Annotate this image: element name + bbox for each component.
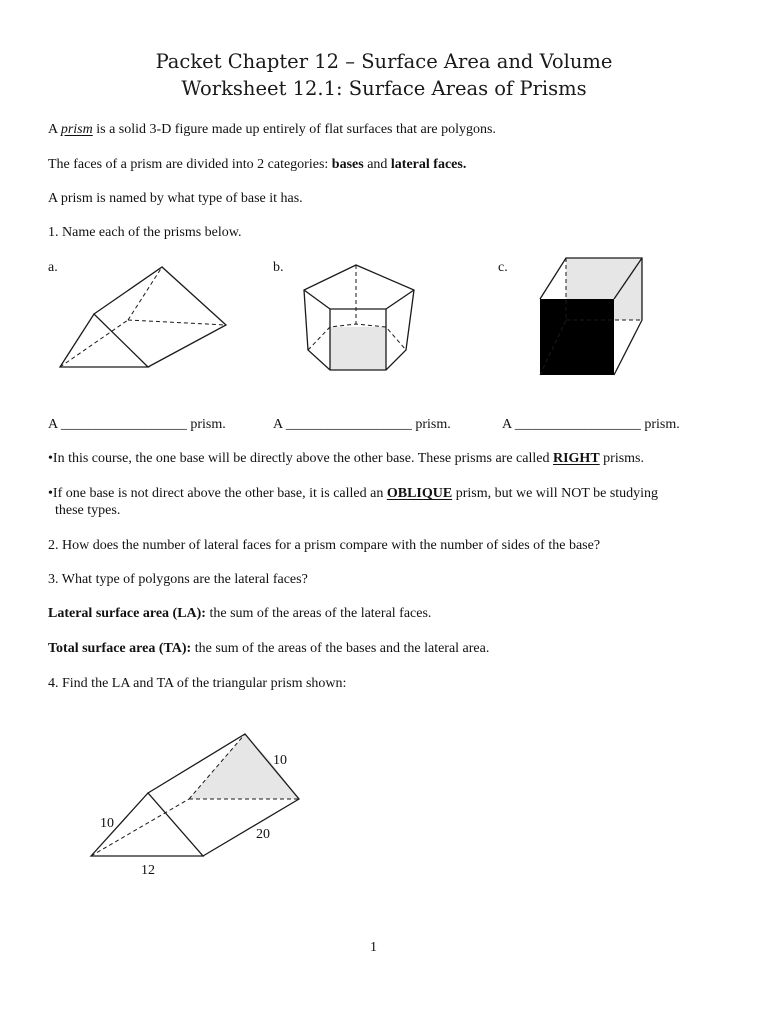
cube-figure-c: [536, 256, 648, 380]
label-b: b.: [273, 260, 284, 275]
label-side-10-top: 10: [273, 753, 287, 768]
page-subtitle: Worksheet 12.1: Surface Areas of Prisms: [181, 77, 587, 100]
triangular-prism-figure-a: [50, 262, 240, 374]
label-base-12: 12: [141, 863, 155, 878]
question-1: 1. Name each of the prisms below.: [48, 225, 242, 240]
bullet-oblique-prisms: •If one base is not direct above the other base, it is called an OBLIQUE prism, but we will NOT be studying: [48, 486, 659, 501]
question-2: 2. How does the number of lateral faces for a prism compare with the number of sides of the base?: [48, 538, 601, 553]
bullet-oblique-continued: these types.: [55, 503, 121, 518]
triangular-prism-figure-4: [85, 726, 315, 886]
page-number: 1: [370, 940, 377, 955]
page-title: Packet Chapter 12 – Surface Area and Volume: [155, 50, 613, 73]
pentagonal-prism-figure-b: [300, 262, 416, 376]
definition-lateral-area: Lateral surface area (LA): the sum of the areas of the lateral faces.: [48, 606, 432, 621]
question-3: 3. What type of polygons are the lateral faces?: [48, 572, 308, 587]
definition-total-area: Total surface area (TA): the sum of the areas of the bases and the lateral area.: [48, 641, 490, 656]
intro-face-categories: The faces of a prism are divided into 2 categories: bases and lateral faces.: [48, 157, 467, 172]
answer-blank-a[interactable]: A __________________ prism.: [48, 417, 226, 432]
question-4: 4. Find the LA and TA of the triangular prism shown:: [48, 676, 347, 691]
intro-naming-rule: A prism is named by what type of base it has.: [48, 191, 303, 206]
bullet-right-prisms: •In this course, the one base will be directly above the other base. These prisms are called RIGHT prisms.: [48, 451, 645, 466]
answer-blank-c[interactable]: A __________________ prism.: [502, 417, 680, 432]
intro-prism-definition: A prism is a solid 3-D figure made up entirely of flat surfaces that are polygons.: [48, 122, 496, 137]
label-side-10-left: 10: [100, 816, 114, 831]
label-c: c.: [498, 260, 508, 275]
label-a: a.: [48, 260, 58, 275]
answer-blank-b[interactable]: A __________________ prism.: [273, 417, 451, 432]
prism-term: prism: [60, 122, 93, 137]
label-length-20: 20: [256, 827, 270, 842]
